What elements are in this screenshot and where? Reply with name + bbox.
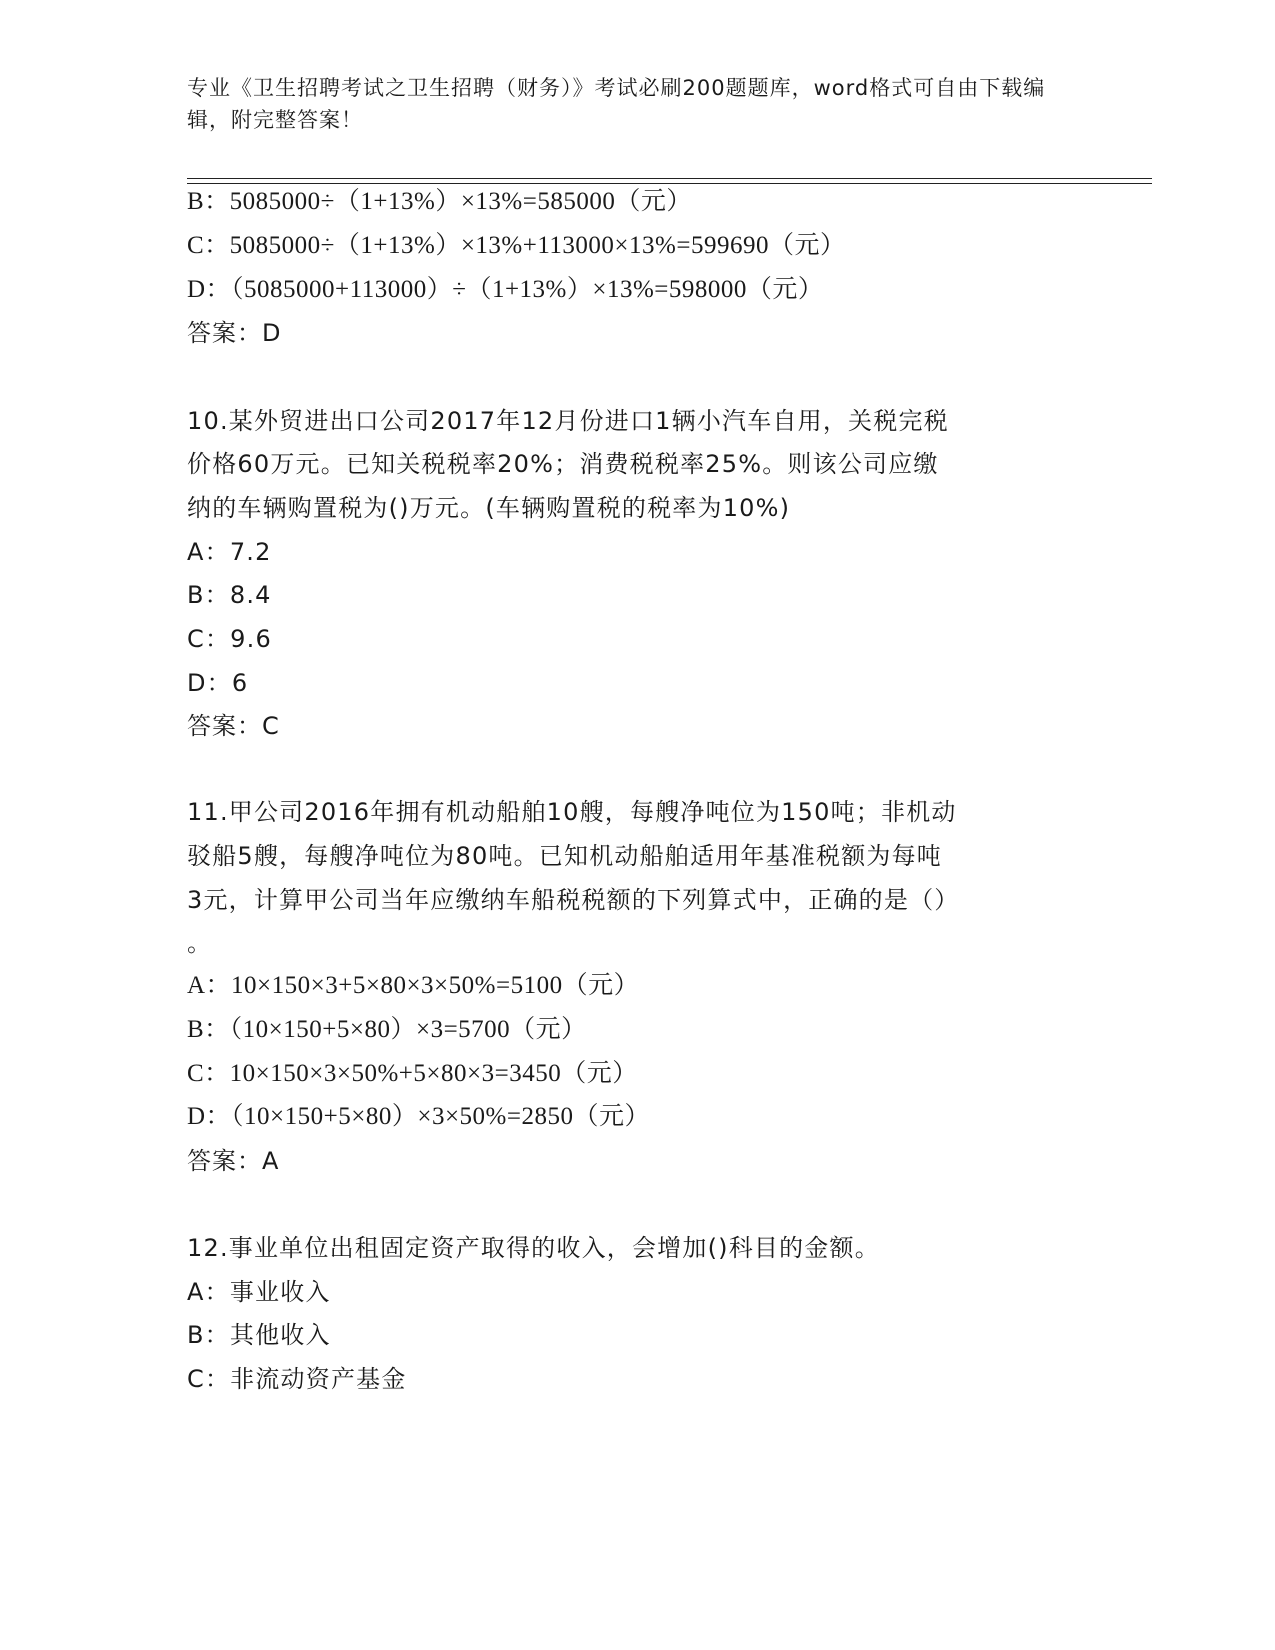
q11-stem-line-2: 驳船5艘，每艘净吨位为80吨。已知机动船舶适用年基准税额为每吨 — [187, 842, 943, 870]
q11-option-b: B：（10×150+5×80）×3=5700（元） — [187, 1016, 587, 1043]
q10-option-d: D：6 — [187, 669, 249, 697]
q10-stem-line-3: 纳的车辆购置税为()万元。(车辆购置税的税率为10%) — [187, 494, 791, 522]
q12-option-a: A：事业收入 — [187, 1278, 331, 1306]
q9-option-d: D：（5085000+113000）÷（1+13%）×13%=598000（元） — [187, 276, 824, 303]
q9-answer: 答案：D — [187, 319, 282, 347]
q12-option-b: B：其他收入 — [187, 1321, 331, 1349]
q12-stem-line-1: 12.事业单位出租固定资产取得的收入，会增加()科目的金额。 — [187, 1234, 880, 1262]
header-divider-top — [187, 178, 1152, 179]
q10-option-b: B：8.4 — [187, 581, 272, 609]
q10-stem-line-2: 价格60万元。已知关税税率20%；消费税税率25%。则该公司应缴 — [187, 450, 939, 478]
q10-answer: 答案：C — [187, 712, 280, 740]
q11-option-d: D：（10×150+5×80）×3×50%=2850（元） — [187, 1103, 650, 1130]
q10-option-a: A：7.2 — [187, 538, 272, 566]
header-divider-bottom — [187, 183, 1152, 184]
q11-stem-line-4: 。 — [187, 929, 213, 957]
document-header: 专业《卫生招聘考试之卫生招聘（财务）》考试必刷200题题库，word格式可自由下载编辑，附完整答案！ — [187, 76, 1046, 132]
q11-stem-line-3: 3元，计算甲公司当年应缴纳车船税税额的下列算式中，正确的是（） — [187, 886, 960, 914]
q12-option-c: C：非流动资产基金 — [187, 1365, 407, 1393]
q11-answer: 答案：A — [187, 1147, 280, 1175]
q9-option-b: B：5085000÷（1+13%）×13%=585000（元） — [187, 188, 692, 215]
q9-option-c: C：5085000÷（1+13%）×13%+113000×13%=599690（元） — [187, 232, 846, 259]
q11-option-c: C：10×150×3×50%+5×80×3=3450（元） — [187, 1060, 638, 1087]
q10-stem-line-1: 10.某外贸进出口公司2017年12月份进口1辆小汽车自用，关税完税 — [187, 407, 949, 435]
q11-option-a: A：10×150×3+5×80×3×50%=5100（元） — [187, 972, 640, 999]
q11-stem-line-1: 11.甲公司2016年拥有机动船舶10艘，每艘净吨位为150吨；非机动 — [187, 798, 957, 826]
q10-option-c: C：9.6 — [187, 625, 272, 653]
